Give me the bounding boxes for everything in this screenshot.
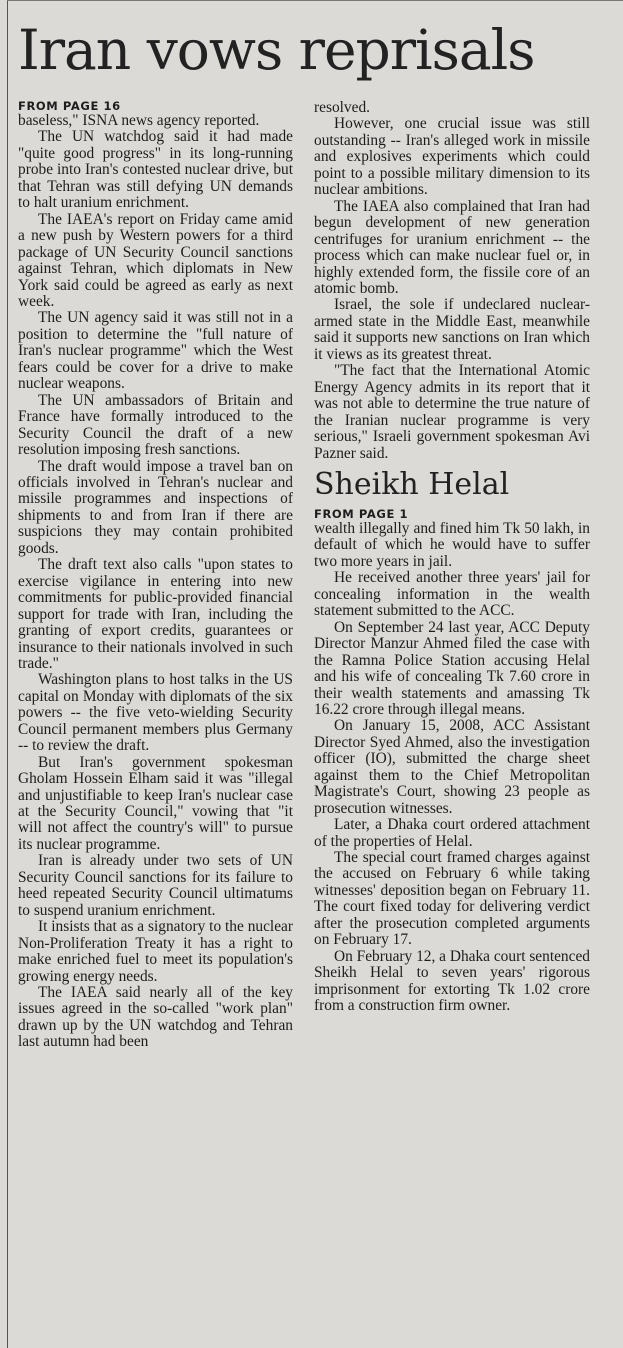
jump-label: FROM PAGE 16 — [18, 100, 121, 113]
paragraph: The IAEA said nearly all of the key issues agreed in the so-called "work plan" drawn up by the UN watchdog and Tehran last autumn had been — [18, 984, 293, 1051]
paragraph: On February 12, a Dhaka court sentenced Sheikh Helal to seven years' rigorous imprisonment for extorting Tk 1.02 crore from a construction firm owner. — [314, 947, 590, 1015]
paragraph: On January 15, 2008, ACC Assistant Director Syed Ahmed, also the investigation officer (IO), submitted the charge sheet against them to the Chief Metropolitan Magistrate's Court, showing 23 people as prosecution witnesses. — [314, 717, 590, 817]
paragraph: It insists that as a signatory to the nuclear Non-Proliferation Treaty it has a right to make enriched fuel to meet its population's growing energy needs. — [18, 918, 293, 985]
jump-label: FROM PAGE 1 — [314, 506, 409, 521]
continuation-text: resolved. — [314, 100, 370, 116]
paragraph: The IAEA's report on Friday came amid a new push by Western powers for a third package of UN Security Council sanctions against Tehran, which diplomats in New York said could be agreed as early as next week. — [18, 210, 293, 310]
right-column — [314, 100, 590, 1348]
paragraph: But Iran's government spokesman Gholam Hossein Elham said it was "illegal and unjustifiable to keep Iran's nuclear case at the Security Council," vowing that "it will not affect the country's will" to pursue its nuclear programme. — [18, 753, 293, 853]
left-column — [18, 100, 293, 1348]
paragraph: He received another three years' jail for concealing information in the wealth statement submitted to the ACC. — [314, 569, 590, 620]
paragraph: The draft would impose a travel ban on officials involved in Tehran's nuclear and missile programmes and inspections of shipments to and from Iran if there are suspicions they may contain prohibited goods. — [18, 457, 293, 557]
paragraph: The special court framed charges against the accused on February 6 while taking witnesses' deposition began on February 11. The court fixed today for delivering verdict after the prosecution completed arguments on February 17. — [314, 849, 590, 949]
headline: Iran vows reprisals — [18, 18, 535, 82]
paragraph: wealth illegally and fined him Tk 50 lakh, in default of which he would have to suffer two more years in jail. — [314, 519, 590, 570]
paragraph: The UN ambassadors of Britain and France have formally introduced to the Security Council the draft of a new resolution imposing fresh sanctions. — [18, 391, 293, 459]
paragraph: "The fact that the International Atomic Energy Agency admits in its report that it was not able to determine the true nature of the Iranian nuclear programme is very serious," Israeli government spokesman Avi Pazner said. — [314, 362, 590, 462]
paragraph: baseless," ISNA news agency reported. — [18, 112, 260, 129]
paragraph: The IAEA also complained that Iran had begun development of new generation centrifuges for uranium enrichment -- the process which can make nuclear fuel or, in highly extended form, the fissile core of an atomic bomb. — [314, 197, 590, 297]
paragraph: Israel, the sole if undeclared nuclear-armed state in the Middle East, meanwhile said it supports new sanctions on Iran which it views as its greatest threat. — [314, 296, 590, 363]
subheadline: Sheikh Helal — [314, 466, 510, 502]
paragraph: Iran is already under two sets of UN Security Council sanctions for its failure to heed repeated Security Council ultimatums to suspend uranium enrichment. — [18, 852, 293, 919]
column-rule-left — [7, 0, 8, 1348]
paragraph: The draft text also calls "upon states to exercise vigilance in entering into new commitments for public-provided financial support for trade with Iran, including the granting of export credits, guarantees or insurance to their nationals involved in such trade." — [18, 556, 293, 672]
paragraph: Later, a Dhaka court ordered attachment of the properties of Helal. — [314, 816, 590, 850]
paragraph: On September 24 last year, ACC Deputy Director Manzur Ahmed filed the case with the Ramna Police Station accusing Helal and his wife of concealing Tk 7.60 crore in their wealth statements and amassing Tk 16.22 crore through illegal means. — [314, 618, 590, 718]
paragraph: The UN watchdog said it had made "quite good progress" in its long-running probe into Iran's contested nuclear drive, but that Tehran was still defying UN demands to halt uranium enrichment. — [18, 128, 293, 212]
paragraph: However, one crucial issue was still outstanding -- Iran's alleged work in missile and explosives experiments which could point to a possible military dimension to its nuclear ambitions. — [314, 115, 590, 199]
paragraph: Washington plans to host talks in the US capital on Monday with diplomats of the six powers -- the five veto-wielding Security Council permanent members plus Germany -- to review the draft. — [18, 671, 293, 755]
paragraph: The UN agency said it was still not in a position to determine the "full nature of Iran's nuclear programme" which the West fears could be cover for a drive to make nuclear weapons. — [18, 309, 293, 393]
top-rule — [7, 0, 623, 1]
